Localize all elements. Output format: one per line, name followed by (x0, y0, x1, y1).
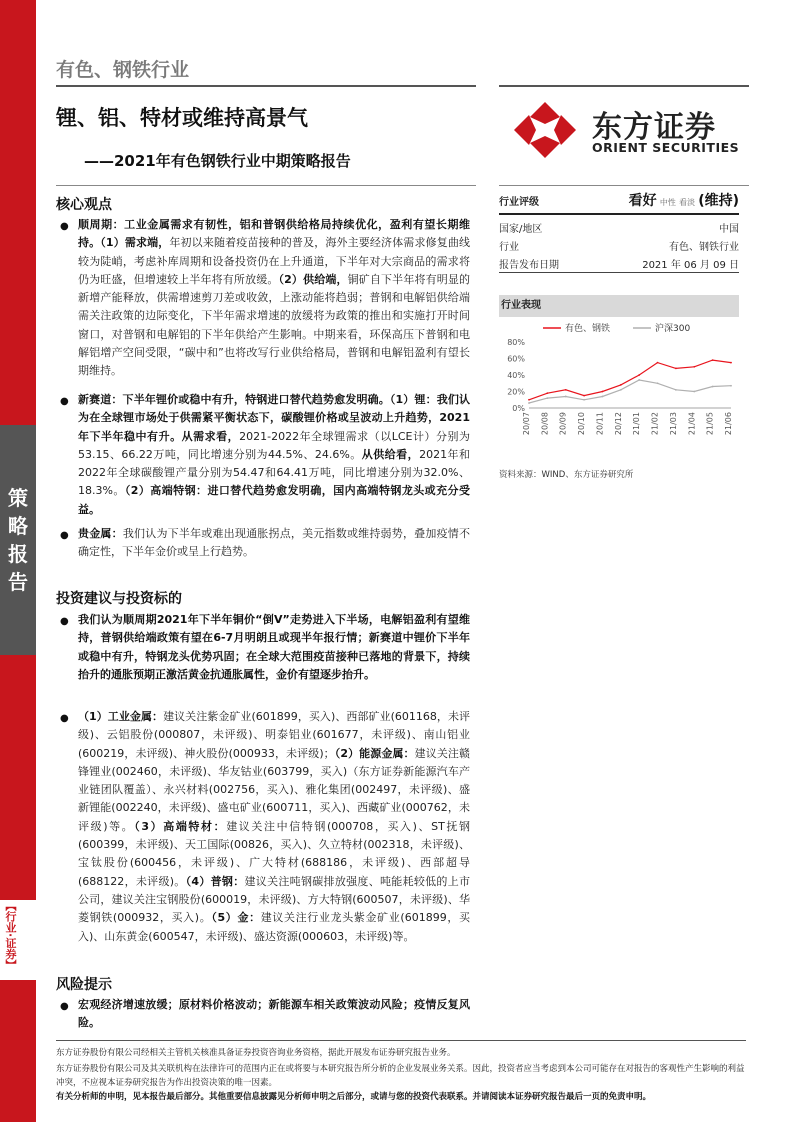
rating-label: 行业评级 (499, 196, 539, 208)
investment-paragraph-2 (78, 708, 470, 946)
series-point (712, 359, 714, 361)
series-point (657, 382, 659, 384)
side-tab-char: 略 (8, 514, 28, 538)
body-text: 2021-2022年全球锂需求（以LCE计）分别为53.15、66.22万吨，同比增速分别为44.5%、24.6%。 (78, 429, 471, 461)
body-text: 建议关注行业龙头紫金矿业(601899，买入)、山东黄金(600547，未评级)、盛达资源(000603，未评级)等。 (78, 911, 471, 943)
body-text: 建议关注赣锋锂业(002460，未评级)、华友钴业(603799，买入)（东方证券新能源汽车产业链团队覆盖）、永兴材料(002756，买入)、雅化集团(002497，未评级)、盛新锂能(002240，未评级)、盛屯矿业(600711，买入)、西藏矿业(000762，未评级)等。 (78, 746, 471, 833)
bold-label: （2）能源金属： (334, 746, 415, 760)
series-point (657, 362, 659, 364)
investment-paragraph-1 (78, 611, 470, 684)
divider (499, 85, 749, 87)
x-tick-label: 20/12 (613, 412, 623, 436)
series-point (620, 389, 622, 391)
logo-mark-icon (512, 100, 578, 160)
y-tick-label: 40% (507, 371, 525, 380)
body-text: 2021年和2022年全球碳酸锂产量分别为54.47和64.41万吨，同比增速分别为32.0%、18.3%。 (78, 447, 470, 498)
section-heading-investment: 投资建议与投资标的 (56, 591, 182, 607)
bold-text: 宏观经济增速放缓；原材料价格波动；新能源车相关政策波动风险；疫情反复风险。 (78, 998, 470, 1030)
x-tick-label: 21/06 (724, 412, 733, 436)
rating-status: (维持) (698, 193, 739, 209)
bold-tail: （2）高端特钢：进口替代趋势愈发明确，国内高端特钢龙头或充分受益。 (78, 484, 470, 516)
rating-neutral: 中性 (659, 198, 676, 207)
series-point (730, 362, 732, 364)
y-tick-label: 60% (507, 354, 525, 364)
body-text: 建议关注紫金矿业(601899，买入)、西部矿业(601168，未评级)、云铝股份(000807，未评级)、明泰铝业(601677，未评级)、南山铝业(600219，未评级)、神火股份(000933，未评级)； (78, 710, 471, 760)
series-line (529, 360, 731, 400)
section-heading-risk: 风险提示 (56, 977, 112, 993)
logo-cn-text: 东方证券 (592, 110, 716, 145)
series-point (620, 384, 622, 386)
x-tick-label: 20/11 (595, 412, 605, 436)
side-tab-char: 告 (8, 570, 28, 594)
x-tick-label: 20/07 (522, 412, 531, 436)
series-point (638, 374, 640, 376)
bold-text: 我们认为顺周期2021年下半年铜价“倒V”走势进入下半场，电解铝盈利有望维持，普钢供给端政策有望在6-7月明朗且或现半年报行情；新赛道中锂价下半年或稳中有升，特钢龙头优势巩固；在全球大范围疫苗接种已落地的背景下，持续抬升的通胀预期正激活黄金抗通胀属性，金价有望逐步抬升。 (78, 613, 470, 681)
bullet-icon: ● (60, 713, 69, 724)
y-tick-label: 80% (507, 338, 525, 347)
core-view-paragraph-3 (78, 525, 470, 562)
x-tick-label: 20/10 (577, 412, 587, 436)
info-value: 2021 年 06 月 09 日 (642, 260, 739, 271)
series-point (675, 389, 677, 391)
series-point (602, 396, 604, 398)
bullet-icon: ● (60, 221, 69, 232)
body-text: 铜矿自下半年将有明显的新增产能释放，供需增速剪刀差或收敛，上涨动能将趋弱；普钢和电解铝供给端需关注政策的边际变化，下半年需求增速的放缓将为政策的推出和实施打开时间窗口，对普钢和电解铝的下半年供给产生影响。中期来看，环保高压下普钢和电解铝增产空间受限，“碳中和”也将改写行业供给格局，普钢和电解铝盈利有望长期维持。 (78, 272, 471, 378)
info-value: 中国 (719, 224, 739, 235)
bold-label: （1）工业金属： (78, 710, 164, 723)
series-point (528, 399, 530, 401)
performance-heading: 行业表现 (499, 295, 739, 317)
x-tick-label: 21/04 (687, 412, 697, 436)
performance-chart (499, 320, 739, 460)
legend-label: 有色、钢铁 (565, 324, 611, 334)
rating-value: 看好 (628, 193, 657, 209)
series-point (528, 402, 530, 404)
bold-lead: 新赛道：下半年锂价或稳中有升，特钢进口替代趋势愈发明确。（1）锂：我们认为在全球锂市场处于供需紧平衡状态下，碳酸锂价格或呈波动上升趋势，2021年下半年稳中有升。 (78, 393, 470, 443)
logo-en-text: ORIENT SECURITIES (592, 140, 740, 155)
bullet-icon: ● (60, 1001, 69, 1012)
bullet-icon: ● (60, 530, 69, 541)
divider (56, 185, 476, 186)
bold-lead: 贵金属： (78, 527, 123, 540)
bold-label: 从需求看， (181, 429, 240, 443)
y-tick-label: 20% (507, 387, 525, 397)
series-point (693, 366, 695, 368)
section-heading-core-view: 核心观点 (56, 197, 112, 213)
bold-label: （1）需求端， (100, 236, 170, 250)
footer-disclaimer-1: 东方证券股份有限公司经相关主管机关核准具备证券投资咨询业务资格，据此开展发布证券研究报告业务。 (56, 1048, 456, 1058)
core-view-paragraph-1 (78, 216, 470, 381)
series-point (693, 391, 695, 393)
side-tag (0, 900, 36, 980)
bullet-icon: ● (60, 396, 69, 407)
series-point (638, 379, 640, 381)
industry-label: 有色、钢铁行业 (56, 59, 190, 81)
body-text: 我们认为下半年或难出现通胀拐点，美元指数或维持弱势，叠加疫情不确定性，下半年金价或呈上行趋势。 (78, 527, 471, 559)
x-tick-label: 20/09 (558, 412, 568, 436)
rating-row (499, 190, 739, 210)
footer-disclaimer-3: 有关分析师的申明，见本报告最后部分。其他重要信息披露见分析师申明之后部分，或请与您的投资代表联系。并请阅读本证券研究报告最后一页的免责申明。 (56, 1092, 652, 1102)
bold-label: （2）供给端， (278, 272, 348, 286)
side-tab-strategy-report (0, 425, 36, 655)
x-tick-label: 21/02 (650, 412, 660, 436)
bold-label: 从供给看， (361, 447, 420, 461)
side-tab-char: 报 (8, 542, 28, 566)
info-row (499, 220, 739, 235)
body-text: 建议关注吨钢碳排放强度、吨能耗较低的上市公司，建议关注宝钢股份(600019，未评级)、方大特钢(600507，未评级)、华菱钢铁(000932，买入)。 (78, 874, 471, 925)
info-key: 国家/地区 (499, 224, 543, 235)
series-point (583, 395, 585, 397)
divider (499, 185, 749, 186)
series-point (602, 391, 604, 393)
x-tick-label: 21/01 (632, 412, 642, 436)
series-point (546, 397, 548, 399)
series-point (675, 368, 677, 370)
divider (499, 272, 739, 273)
source-note: 资料来源：WIND、东方证券研究所 (499, 470, 634, 480)
report-title: 锂、铝、特材或维持高景气 (56, 106, 308, 130)
report-subtitle: ——2021年有色钢铁行业中期策略报告 (84, 152, 351, 170)
side-tab-char: 策 (8, 486, 28, 510)
info-value: 有色、钢铁行业 (669, 242, 739, 253)
legend-label: 沪深300 (655, 324, 691, 334)
divider (56, 1040, 746, 1041)
side-tag-text: 【行业·证券】 (4, 900, 17, 971)
body-text: 年初以来随着疫苗接种的普及，海外主要经济体需求修复曲线较为陡峭，考虑补库周期和设备投资仍在上升通道，下半年对大宗商品的需求将仍为旺盛，但增速较上半年将有所放缓。 (78, 236, 471, 286)
bold-label: （3）高端特材： (134, 819, 227, 833)
bullet-icon: ● (60, 616, 69, 627)
divider (499, 213, 739, 215)
x-tick-label: 21/05 (705, 412, 715, 436)
info-key: 报告发布日期 (499, 260, 559, 271)
divider (56, 85, 476, 87)
y-tick-label: 0% (512, 404, 525, 413)
core-view-paragraph-2 (78, 391, 470, 519)
risk-paragraph (78, 996, 470, 1033)
series-point (565, 389, 567, 391)
bold-label: （4）普钢： (185, 874, 245, 888)
info-key: 行业 (499, 242, 519, 253)
info-row (499, 256, 739, 271)
series-point (583, 399, 585, 401)
bold-lead: 顺周期：工业金属需求有韧性，铝和普钢供给格局持续优化，盈利有望长期维持。 (78, 218, 470, 250)
x-tick-label: 21/03 (668, 412, 678, 436)
series-point (546, 392, 548, 394)
body-text: 建议关注中信特钢(000708，买入)、ST抚钢(600399，未评级)、天工国际(00826，买入)、久立特材(002318，未评级)、宝钛股份(600456，未评级)、广大特材(688186，未评级)、西部超导(688122，未评级)。 (78, 819, 471, 888)
x-tick-label: 20/08 (540, 412, 550, 436)
info-row (499, 238, 739, 253)
rating-bearish: 看淡 (679, 198, 696, 207)
series-point (712, 386, 714, 388)
bold-label: （5）金： (211, 911, 261, 925)
series-point (730, 385, 732, 387)
footer-disclaimer-2: 东方证券股份有限公司及其关联机构在法律许可的范围内正在或将要与本研究报告所分析的企业发展业务关系。因此，投资者应当考虑到本公司可能存在对报告的客观性产生影响的利益冲突，不应视本证券研究报告为作出投资决策的唯一因素。 (56, 1064, 745, 1088)
company-logo (512, 98, 742, 162)
series-point (565, 396, 567, 398)
